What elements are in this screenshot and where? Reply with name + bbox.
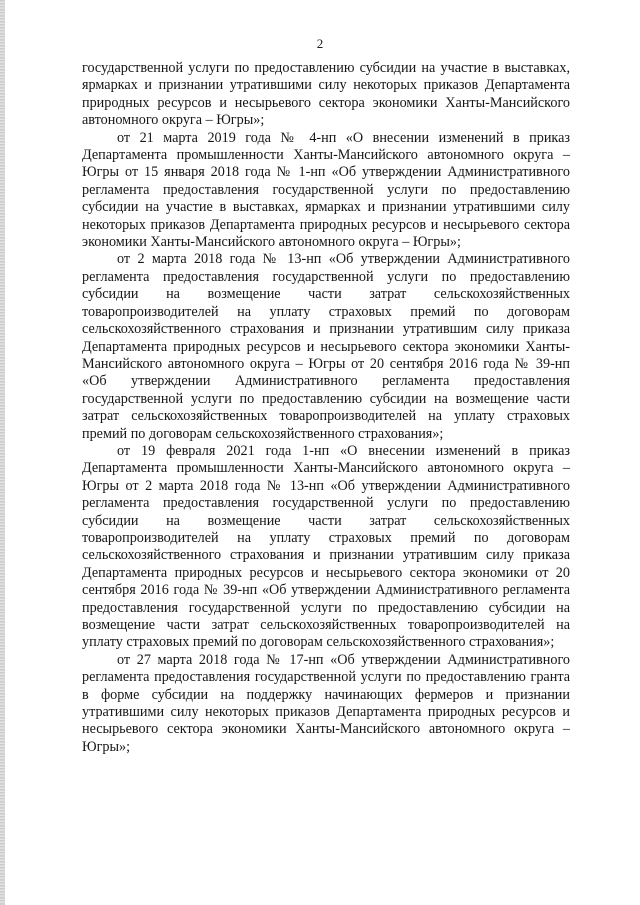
paragraph-order-13np-2018: от 2 марта 2018 года № 13-нп «Об утверждении Административного регламента предоставления государственной услуги по предоставлению субсидии на возмещение части затрат сельскохозяйственных товаропроизводителей на уплату страховых премий по договорам сельскохозяйственного страхования и признании утратившим силу приказа Департамента природных ресурсов и несырьевого сектора экономики Ханты-Мансийского автономного округа – Югры от 20 сентября 2016 года № 39-нп «Об утверждении Административного регламента предоставления государственной услуги по предоставлению субсидии на возмещение части затрат сельскохозяйственных товаропроизводителей на уплату страховых премий по договорам сельскохозяйственного страхования»; xyxy=(82,251,570,442)
paragraph-order-4np-2019: от 21 марта 2019 года № 4-нп «О внесении изменений в приказ Департамента промышленности Ханты-Мансийского автономного округа – Югры от 15 января 2018 года № 1-нп «Об утверждении Административного регламента предоставления государственной услуги по предоставлению субсидии на участие в выставках, ярмарках и признании утратившими силу некоторых приказов Департамента природных ресурсов и несырьевого сектора экономики Ханты-Мансийского автономного округа – Югры»; xyxy=(82,129,570,251)
paragraph-order-1np-2021: от 19 февраля 2021 года 1-нп «О внесении изменений в приказ Департамента промышленности Ханты-Мансийского автономного округа – Югры от 2 марта 2018 года № 13-нп «Об утверждении Административного регламента предоставления государственной услуги по предоставлению субсидии на возмещение части затрат сельскохозяйственных товаропроизводителей на уплату страховых премий по договорам сельскохозяйственного страхования и признании утратившим силу приказа Департамента природных ресурсов и несырьевого сектора экономики от 20 сентября 2016 года № 39-нп «Об утверждении Административного регламента предоставления государственной услуги по предоставлению субсидии на возмещение части затрат сельскохозяйственных товаропроизводителей на уплату страховых премий по договорам сельскохозяйственного страхования»; xyxy=(82,442,570,651)
paragraph-order-17np-2018: от 27 марта 2018 года № 17-нп «Об утверждении Административного регламента предоставления государственной услуги по предоставлению гранта в форме субсидии на поддержку начинающих фермеров и признании утратившими силу некоторых приказов Департамента природных ресурсов и несырьевого сектора экономики Ханты-Мансийского автономного округа – Югры»; xyxy=(82,651,570,755)
document-body xyxy=(82,60,570,756)
scan-edge-shadow xyxy=(0,0,5,905)
paragraph-continued: государственной услуги по предоставлению субсидии на участие в выставках, ярмарках и признании утратившими силу некоторых приказов Департамента природных ресурсов и несырьевого сектора экономики Ханты-Мансийского автономного округа – Югры»; xyxy=(82,60,570,129)
page-number: 2 xyxy=(316,36,324,51)
